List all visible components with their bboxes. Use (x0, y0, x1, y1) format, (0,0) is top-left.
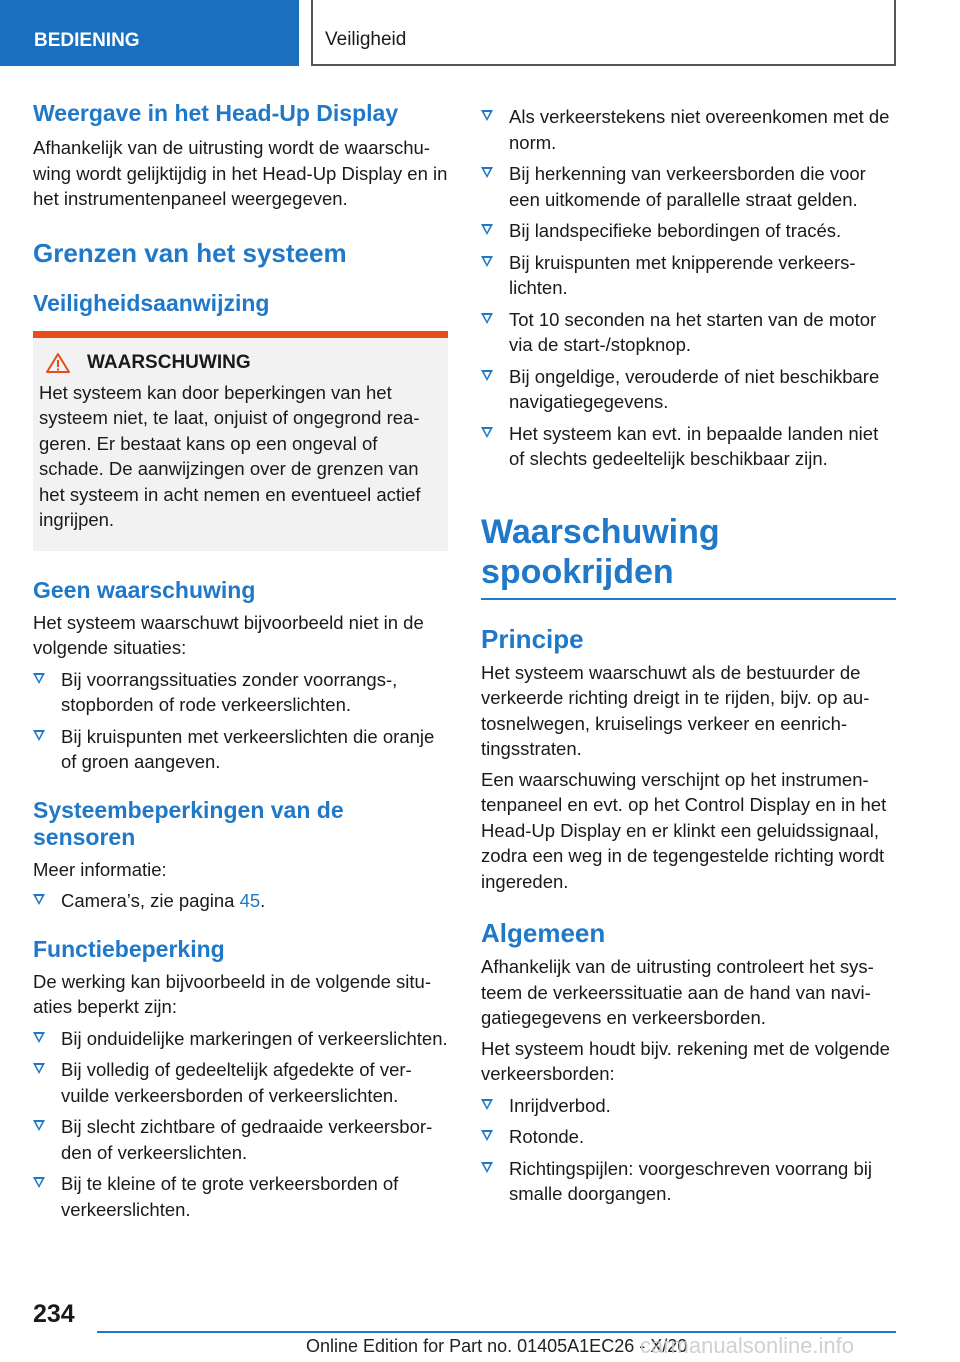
edition-text: Online Edition for Part no. 01405A1EC26 - X/20 (306, 1336, 688, 1356)
list-item: Richtingspijlen: voorgeschreven voorrang bij smalle doorgangen. (481, 1156, 896, 1207)
safety-heading: Veiligheidsaanwijzing (33, 289, 270, 316)
page-header (0, 0, 960, 66)
bullet-triangle-icon (481, 167, 493, 178)
right-column (481, 100, 896, 1207)
bullet-triangle-icon (481, 1162, 493, 1173)
left-column (33, 100, 448, 1222)
list-item: Bij ongeldige, verouderde of niet beschikbare navigatiegegevens. (481, 364, 896, 415)
sensor-heading: Systeembeperkingen van de sensoren (33, 796, 344, 850)
warning-label: WAARSCHUWING (87, 351, 251, 373)
list-item: Het systeem kan evt. in bepaalde landen niet of slechts gedeeltelijk beschikbaar zijn. (481, 421, 896, 472)
general-paragraph-2: Het systeem houdt bijv. rekening met de volgende verkeersborden: (481, 1037, 890, 1084)
bullet-triangle-icon (481, 1099, 493, 1110)
principle-paragraph-1: Het systeem waarschuwt als de bestuurder de verkeerde richting dreigt in te rijden, bijv. op autosnelwegen, kruiselings verkeer en eenrichtingsstraten. (481, 661, 870, 759)
bullet-triangle-icon (33, 1032, 45, 1043)
ghost-heading-block (481, 512, 896, 600)
page-number: 234 (33, 1300, 75, 1328)
limits-heading: Grenzen van het systeem (33, 237, 347, 268)
principle-paragraph-2: Een waarschuwing verschijnt op het instrumentenpaneel en evt. op het Control Display en in het Head-Up Display en er klinkt een geluidssignaal, zodra een weg in de tegengestelde richting wordt ingereden. (481, 768, 887, 892)
list-item: Bij slecht zichtbare of gedraaide verkeersborden of verkeerslichten. (33, 1114, 448, 1165)
hud-heading: Weergave in het Head-Up Display (33, 100, 399, 126)
nowarn-list (33, 667, 448, 775)
list-item: Bij volledig of gedeeltelijk afgedekte of vervuilde verkeersborden of verkeerslichten. (33, 1057, 448, 1108)
func-list (33, 1026, 448, 1223)
list-item: Rotonde. (481, 1124, 896, 1150)
bullet-triangle-icon (481, 110, 493, 121)
ghost-driving-heading: Waarschuwing spookrijden (481, 512, 720, 591)
watermark: carmanualsonline.info (640, 1333, 855, 1358)
page-link-45[interactable]: 45 (239, 890, 261, 911)
list-item: Bij onduidelijke markeringen of verkeerslichten. (33, 1026, 448, 1052)
list-item: Inrijdverbod. (481, 1093, 896, 1119)
warning-triangle-icon (45, 352, 71, 374)
bullet-triangle-icon (481, 224, 493, 235)
principle-heading: Principe (481, 623, 584, 654)
func-paragraph: De werking kan bijvoorbeeld in de volgende situaties beperkt zijn: (33, 970, 431, 1017)
bullet-triangle-icon (33, 894, 45, 905)
nowarn-heading: Geen waarschuwing (33, 576, 256, 603)
list-item: Camera’s, zie pagina 45. (33, 888, 448, 914)
general-list (481, 1093, 896, 1207)
bullet-triangle-icon (33, 730, 45, 741)
nowarn-paragraph: Het systeem waarschuwt bijvoorbeeld niet in de volgende situaties: (33, 611, 424, 658)
sensor-paragraph: Meer informatie: (33, 858, 167, 880)
func-heading: Functiebeperking (33, 935, 225, 962)
warning-header (39, 352, 434, 374)
list-item: Bij te kleine of te grote verkeersborden of verkeerslichten. (33, 1171, 448, 1222)
list-item: Bij voorrangssituaties zonder voorrangs-, stopborden of rode verkeerslichten. (33, 667, 448, 718)
hud-paragraph: Afhankelijk van de uitrusting wordt de waarschuwing wordt gelijktijdig in het Head-Up Display en in het instrumentenpaneel weergegeven. (33, 137, 448, 209)
bullet-triangle-icon (481, 313, 493, 324)
list-item: Bij kruispunten met knipperende verkeerslichten. (481, 250, 896, 301)
general-heading: Algemeen (481, 918, 606, 948)
list-item: Bij kruispunten met verkeerslichten die oranje of groen aangeven. (33, 724, 448, 775)
list-item: Bij landspecifieke bebordingen of tracés. (481, 218, 896, 244)
bullet-triangle-icon (33, 1063, 45, 1074)
bullet-triangle-icon (33, 1120, 45, 1131)
list-item: Tot 10 seconden na het starten van de motor via de start-/stopknop. (481, 307, 896, 358)
bullet-triangle-icon (33, 1177, 45, 1188)
warning-text: Het systeem kan door beperkingen van het systeem niet, te laat, onjuist of ongegrond reageren. Er bestaat kans op een ongeval of schade. De aanwijzingen over de grenzen van het systeem in acht nemen en eventueel actief ingrijpen. (39, 381, 421, 530)
func-list-continued (481, 104, 896, 472)
bullet-triangle-icon (33, 673, 45, 684)
section-tab: BEDIENING (0, 0, 299, 66)
sensor-list (33, 888, 448, 914)
bullet-triangle-icon (481, 370, 493, 381)
list-item: Bij herkenning van verkeersborden die voor een uitkomende of parallelle straat gelden. (481, 161, 896, 212)
list-item: Als verkeerstekens niet overeenkomen met de norm. (481, 104, 896, 155)
warning-box (33, 331, 448, 551)
bullet-triangle-icon (481, 427, 493, 438)
chapter-title: Veiligheid (311, 0, 896, 66)
bullet-triangle-icon (481, 256, 493, 267)
bullet-triangle-icon (481, 1130, 493, 1141)
general-paragraph-1: Afhankelijk van de uitrusting controleert het systeem de verkeerssituatie aan de hand van navigatiegegevens en verkeersborden. (481, 956, 874, 1028)
